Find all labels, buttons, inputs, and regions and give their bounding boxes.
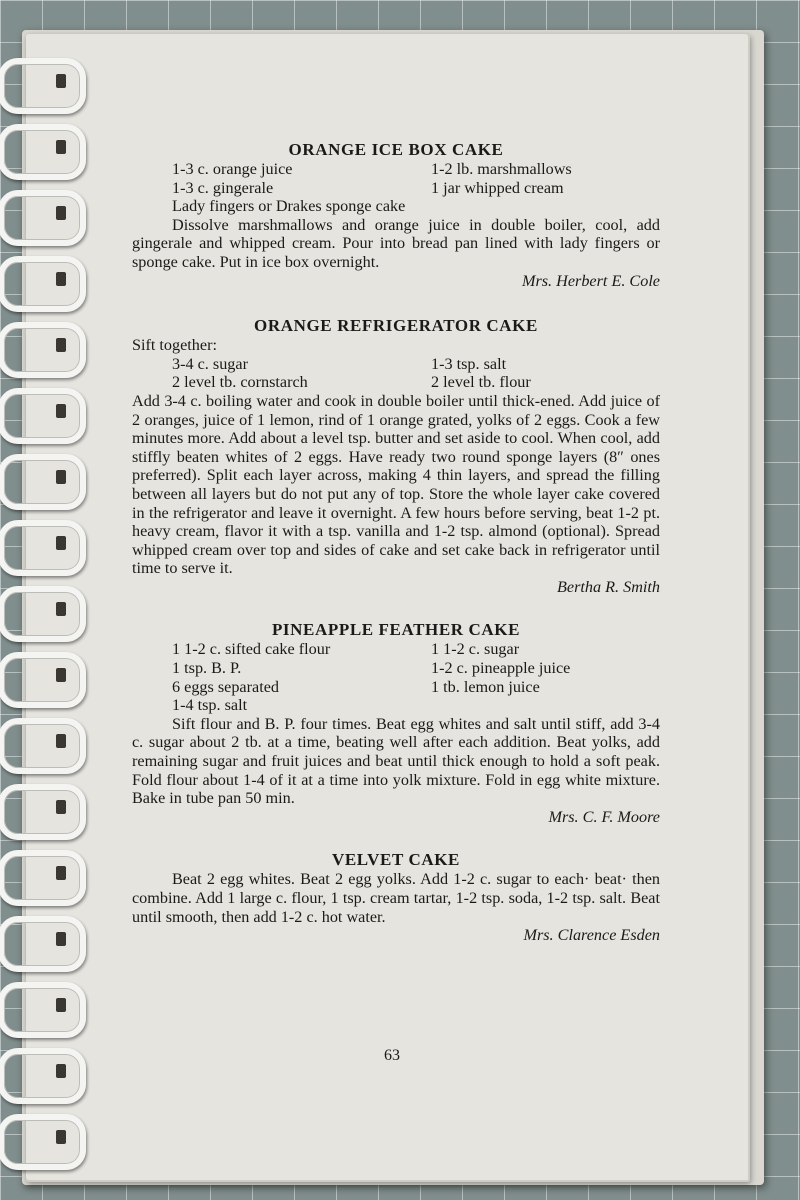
recipe-title: PINEAPPLE FEATHER CAKE xyxy=(271,620,521,640)
recipe-author: Mrs. Herbert E. Cole xyxy=(521,271,660,290)
binding-ring xyxy=(0,586,86,642)
recipe-orange-ice-box-cake xyxy=(132,140,660,290)
binding-ring xyxy=(0,784,86,840)
recipe-title: ORANGE REFRIGERATOR CAKE xyxy=(254,316,538,336)
ingredient-list xyxy=(132,355,660,392)
binding-ring xyxy=(0,652,86,708)
binding-ring xyxy=(0,322,86,378)
binding-ring xyxy=(0,58,86,114)
recipe-title: ORANGE ICE BOX CAKE xyxy=(288,140,504,159)
binding-ring xyxy=(0,916,86,972)
ingredient: 1 1-2 c. sugar xyxy=(431,640,520,659)
ingredient: 1-4 tsp. salt xyxy=(172,696,248,715)
ingredient-column-left xyxy=(172,355,401,392)
ingredient: 6 eggs separated xyxy=(172,677,279,696)
ingredient: 1-3 c. gingerale xyxy=(172,178,274,197)
ingredient: 1-2 lb. marshmallows xyxy=(431,160,572,178)
binding-ring xyxy=(0,850,86,906)
ingredient-column-left xyxy=(172,160,401,197)
ingredient-list xyxy=(132,160,660,197)
ingredient-column-left xyxy=(172,640,401,714)
recipe-author: Mrs. C. F. Moore xyxy=(548,807,660,826)
binding-ring xyxy=(0,454,86,510)
binding-ring xyxy=(0,256,86,312)
recipe-author: Bertha R. Smith xyxy=(557,577,660,596)
ingredient: 1-3 c. orange juice xyxy=(172,160,293,178)
ingredient: 3-4 c. sugar xyxy=(172,354,248,373)
recipe-directions: Beat 2 egg whites. Beat 2 egg yolks. Add 1-2 c. sugar to each· beat· then combine. Add 1 large c. flour, 1 tsp. cream tartar, 1-2 tsp. soda, 1-2 tsp. salt. Beat until smooth, then add 1-2 c. hot water. xyxy=(132,870,660,926)
binding-ring xyxy=(0,124,86,180)
recipe-title: VELVET CAKE xyxy=(331,850,460,870)
ingredient: 1-2 c. pineapple juice xyxy=(431,659,571,678)
ingredient: 1 1-2 c. sifted cake flour xyxy=(172,640,331,659)
binding-ring xyxy=(0,1048,86,1104)
ingredient: 2 level tb. cornstarch xyxy=(172,373,308,392)
page-number: 63 xyxy=(384,1047,400,1064)
recipe-content xyxy=(132,140,660,945)
ingredient: 2 level tb. flour xyxy=(431,373,531,392)
recipe-velvet-cake xyxy=(132,850,660,944)
binding-ring xyxy=(0,1114,86,1170)
recipe-pineapple-feather-cake xyxy=(132,620,660,826)
binding-ring xyxy=(0,718,86,774)
binding-ring xyxy=(0,190,86,246)
ingredient: 1 tb. lemon juice xyxy=(431,677,540,696)
ingredient-column-right xyxy=(431,355,660,392)
recipe-orange-refrigerator-cake xyxy=(132,316,660,596)
recipe-directions: Add 3-4 c. boiling water and cook in double boiler until thick-ened. Add juice of 2 oranges, juice of 1 lemon, rind of 1 orange grated, yolks of 2 eggs. Cook a few minutes more. Add about a level tsp. butter and set aside to cool. When cool, add stiffly beaten whites of 2 eggs. Have ready two round sponge layers (8″ ones preferred). Split each layer across, making 4 thin layers, and spread the filling between all layers but do not put any of top. Store the whole layer cake covered in the refrigerator and leave it overnight. A few hours before serving, beat 1-2 pt. heavy cream, flavor it with a tsp. vanilla and 1-2 tsp. almond (optional). Spread whipped cream over top and sides of cake and set cake back in refrigerator until time to serve it. xyxy=(132,391,660,578)
recipe-author: Mrs. Clarence Esden xyxy=(523,926,660,945)
binding-ring xyxy=(0,982,86,1038)
binding-ring xyxy=(0,388,86,444)
recipe-directions: Dissolve marshmallows and orange juice in double boiler, cool, add gingerale and whipped cream. Pour into bread pan lined with lady fingers or sponge cake. Put in ice box overnight. xyxy=(132,215,660,271)
ingredient: 1 jar whipped cream xyxy=(431,178,564,197)
ingredient: 1-3 tsp. salt xyxy=(431,354,507,373)
ingredient-column-right xyxy=(431,640,660,714)
ingredient: 1 tsp. B. P. xyxy=(172,659,242,678)
recipe-intro: Sift together: xyxy=(132,336,217,355)
ingredient-extra: Lady fingers or Drakes sponge cake xyxy=(172,197,406,216)
recipe-directions: Sift flour and B. P. four times. Beat egg whites and salt until stiff, add 3-4 c. sugar about 2 tb. at a time, beating well after each addition. Beat yolks, add remaining sugar and fruit juices and beat until thick enough to hold a soft peak. Fold flour about 1-4 of it at a time into yolk mixture. Fold in egg white mixture. Bake in tube pan 50 min. xyxy=(132,714,660,808)
ingredient-column-right xyxy=(431,160,660,197)
ingredient-list xyxy=(132,640,660,714)
binding-ring xyxy=(0,520,86,576)
